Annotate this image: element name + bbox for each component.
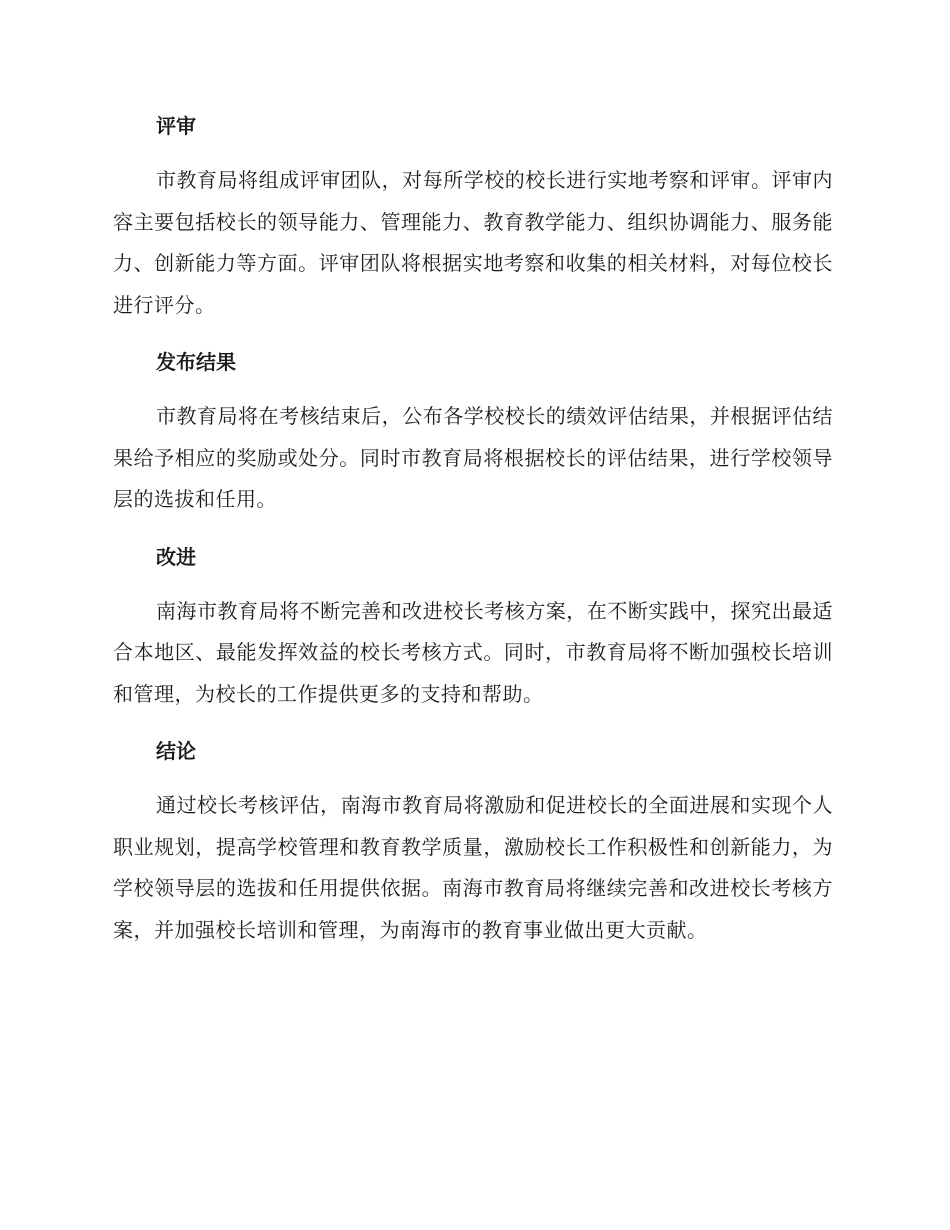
section-publish-results: [113, 344, 833, 521]
section-review: [113, 108, 833, 326]
section-conclusion: [113, 733, 833, 951]
section-paragraph: 市教育局将组成评审团队，对每所学校的校长进行实地考察和评审。评审内容主要包括校长的领导能力、管理能力、教育教学能力、组织协调能力、服务能力、创新能力等方面。评审团队将根据实地考察和收集的相关材料，对每位校长进行评分。: [113, 168, 833, 317]
section-heading: 评审: [156, 114, 196, 138]
section-paragraph: 通过校长考核评估，南海市教育局将激励和促进校长的全面进展和实现个人职业规划，提高学校管理和教育教学质量，激励校长工作积极性和创新能力，为学校领导层的选拔和任用提供依据。南海市教育局将继续完善和改进校长考核方案，并加强校长培训和管理，为南海市的教育事业做出更大贡献。: [113, 793, 833, 942]
section-improvement: [113, 539, 833, 716]
section-heading: 结论: [156, 739, 196, 763]
section-paragraph: 市教育局将在考核结束后，公布各学校校长的绩效评估结果，并根据评估结果给予相应的奖励或处分。同时市教育局将根据校长的评估结果，进行学校领导层的选拔和任用。: [113, 404, 833, 511]
section-heading: 发布结果: [156, 350, 236, 374]
section-heading: 改进: [156, 544, 196, 569]
section-paragraph: 南海市教育局将不断完善和改进校长考核方案，在不断实践中，探究出最适合本地区、最能发挥效益的校长考核方式。同时，市教育局将不断加强校长培训和管理，为校长的工作提供更多的支持和帮助。: [113, 598, 833, 706]
document-page: [113, 108, 833, 951]
